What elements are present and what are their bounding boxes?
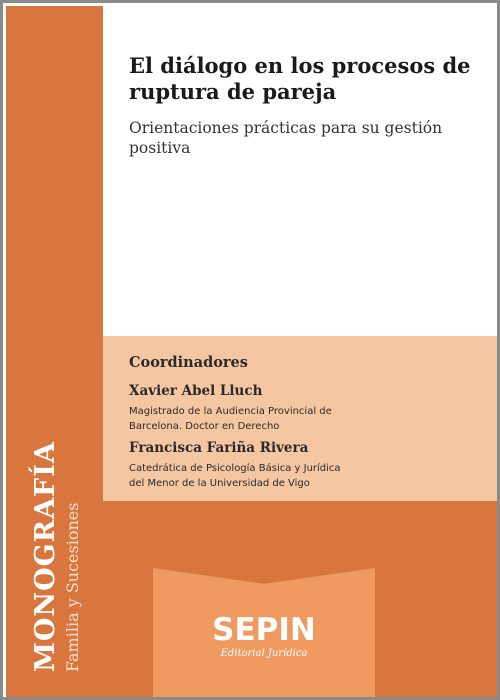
- series-name: MONOGRAFÍA: [30, 441, 61, 672]
- coordinators-panel: [103, 336, 500, 501]
- coordinator-role-line: Barcelona. Doctor en Derecho: [129, 421, 280, 432]
- publisher-name: SEPIN: [212, 612, 316, 648]
- collection-name: Familia y Sucesiones: [63, 502, 82, 672]
- coordinator-role-line: del Menor de la Universidad de Vigo: [129, 478, 310, 489]
- coordinator-role-line: Magistrado de la Audiencia Provincial de: [129, 406, 332, 417]
- publisher-block: [103, 501, 500, 700]
- book-subtitle: Orientaciones prácticas para su gestión positiva: [129, 119, 443, 157]
- title-area: [103, 6, 500, 336]
- book-title: El diálogo en los procesos de ruptura de pareja: [129, 53, 471, 104]
- publisher-tagline: Editorial Jurídica: [220, 648, 308, 659]
- publisher-logo: [153, 613, 375, 661]
- series-band: [6, 6, 103, 700]
- coordinators-label: Coordinadores: [129, 354, 248, 371]
- coordinator-name: Francisca Fariña Rivera: [129, 440, 309, 456]
- coordinator-role-line: Catedrática de Psicología Básica y Jurídica: [129, 463, 341, 474]
- series-text-block: [22, 392, 84, 672]
- coordinator-name: Xavier Abel Lluch: [129, 383, 263, 399]
